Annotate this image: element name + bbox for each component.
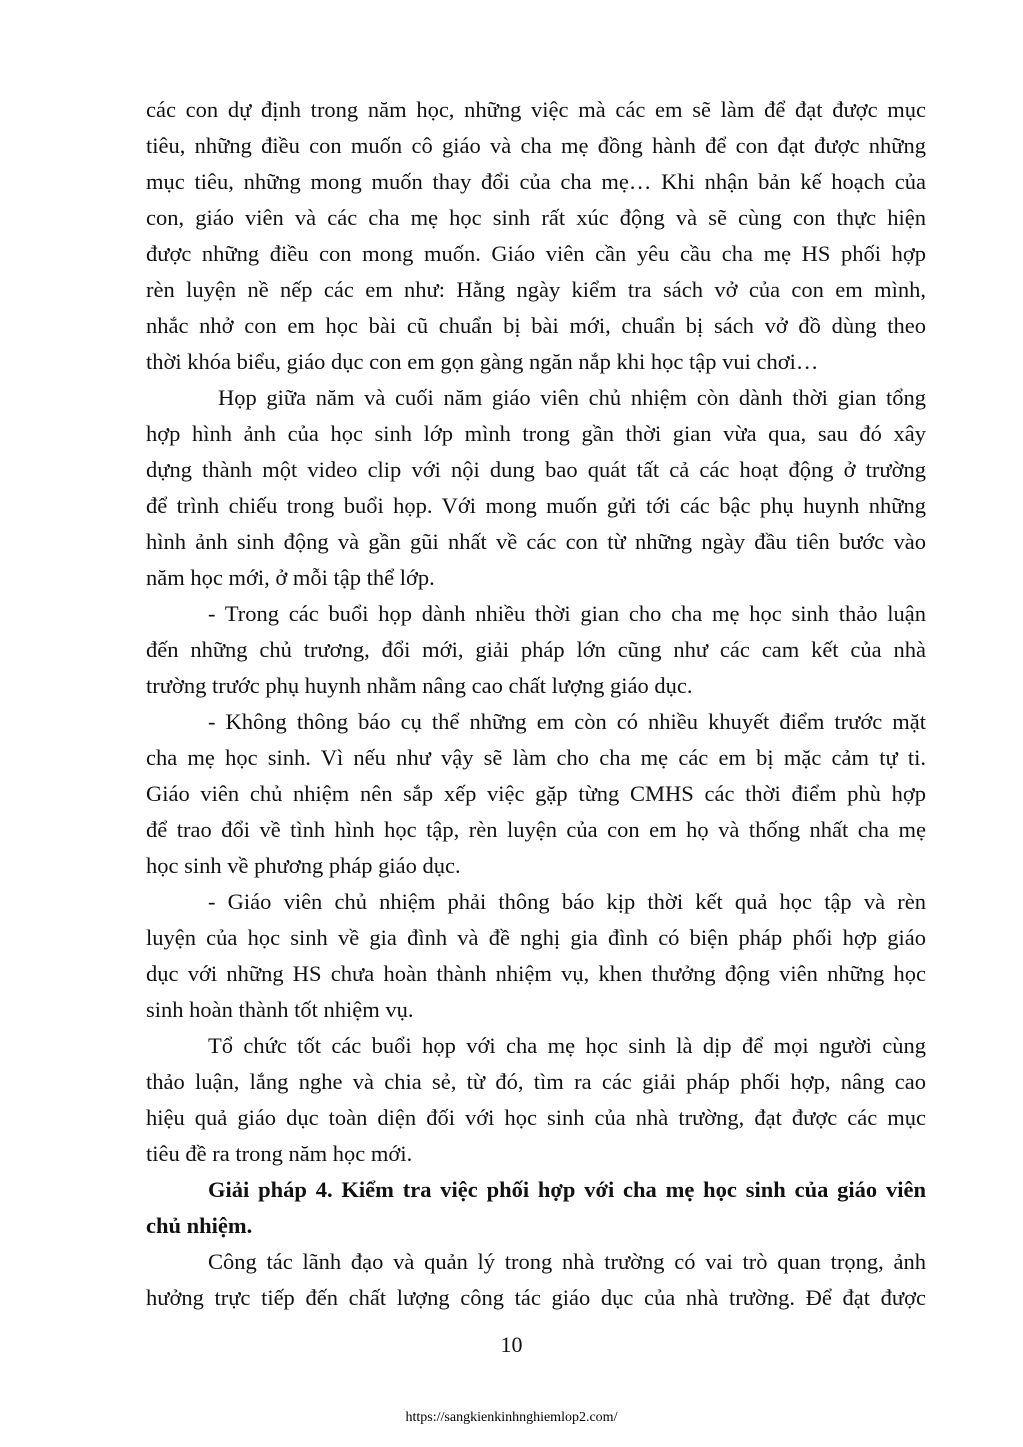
body-text-line: trường trước phụ huynh nhằm nâng cao chất lượng giáo dục. [146,673,693,698]
body-text-line: dục với những HS chưa hoàn thành nhiệm vụ, khen thưởng động viên những học [146,961,926,986]
body-text-line: học sinh về phương pháp giáo dục. [146,853,461,878]
body-text-line: dựng thành một video clip với nội dung bao quát tất cả các hoạt động ở trường [146,457,926,482]
paragraph-first-line: Họp giữa năm và cuối năm giáo viên chủ nhiệm còn dành thời gian tổng [218,385,926,410]
body-text-line: hợp hình ảnh của học sinh lớp mình trong gần thời gian vừa qua, sau đó xây [146,421,926,446]
body-text-line: sinh hoàn thành tốt nhiệm vụ. [146,997,414,1022]
paragraph-first-line: - Không thông báo cụ thể những em còn có nhiều khuyết điểm trước mặt [208,709,926,734]
body-text-line: mục tiêu, những mong muốn thay đổi của cha mẹ… Khi nhận bản kế hoạch của [146,169,926,194]
section-heading: Giải pháp 4. Kiểm tra việc phối hợp với cha mẹ học sinh của giáo viên [208,1177,926,1202]
paragraph-first-line: Công tác lãnh đạo và quản lý trong nhà trường có vai trò quan trọng, ảnh [208,1249,926,1274]
body-text-line: hình ảnh sinh động và gần gũi nhất về các con từ những ngày đầu tiên bước vào [146,529,926,554]
body-text-line: hiệu quả giáo dục toàn diện đối với học sinh của nhà trường, đạt được các mục [146,1105,926,1130]
body-text-line: nhắc nhở con em học bài cũ chuẩn bị bài mới, chuẩn bị sách vở đồ dùng theo [146,313,926,338]
body-text-line: thảo luận, lắng nghe và chia sẻ, từ đó, tìm ra các giải pháp phối hợp, nâng cao [146,1069,926,1094]
body-text-line: rèn luyện nề nếp các em như: Hằng ngày kiểm tra sách vở của con em mình, [146,277,926,302]
paragraph-first-line: Tổ chức tốt các buổi họp với cha mẹ học sinh là dịp để mọi người cùng [208,1033,926,1058]
body-text-line: năm học mới, ở mỗi tập thể lớp. [146,565,435,590]
body-text-line: con, giáo viên và các cha mẹ học sinh rất xúc động và sẽ cùng con thực hiện [146,205,926,230]
body-text-line: tiêu đề ra trong năm học mới. [146,1141,413,1166]
footer-url: https://sangkienkinhnghiemlop2.com/ [405,1410,618,1425]
body-text-line: luyện của học sinh về gia đình và đề nghị gia đình có biện pháp phối hợp giáo [146,925,926,950]
body-text-line: để trình chiếu trong buổi họp. Với mong muốn gửi tới các bậc phụ huynh những [146,493,926,518]
paragraph-first-line: - Trong các buổi họp dành nhiều thời gian cho cha mẹ học sinh thảo luận [208,601,926,626]
paragraph-first-line: - Giáo viên chủ nhiệm phải thông báo kịp thời kết quả học tập và rèn [208,889,926,914]
page-number: 10 [500,1332,523,1357]
body-text-line: hưởng trực tiếp đến chất lượng công tác giáo dục của nhà trường. Để đạt được [146,1285,926,1310]
body-text-line: để trao đổi về tình hình học tập, rèn luyện của con em họ và thống nhất cha mẹ [146,817,926,842]
body-text-line: được những điều con mong muốn. Giáo viên cần yêu cầu cha mẹ HS phối hợp [146,241,926,266]
body-text-line: Giáo viên chủ nhiệm nên sắp xếp việc gặp từng CMHS các thời điểm phù hợp [146,781,926,806]
body-text-line: cha mẹ học sinh. Vì nếu như vậy sẽ làm cho cha mẹ các em bị mặc cảm tự ti. [146,745,926,770]
body-text-line: các con dự định trong năm học, những việc mà các em sẽ làm để đạt được mục [146,97,926,122]
section-heading-continuation: chủ nhiệm. [146,1213,253,1238]
body-text-line: thời khóa biểu, giáo dục con em gọn gàng ngăn nắp khi học tập vui chơi… [146,349,819,374]
body-text-line: tiêu, những điều con muốn cô giáo và cha mẹ đồng hành để con đạt được những [146,133,926,158]
body-text-line: đến những chủ trương, đổi mới, giải pháp lớn cũng như các cam kết của nhà [146,637,926,662]
